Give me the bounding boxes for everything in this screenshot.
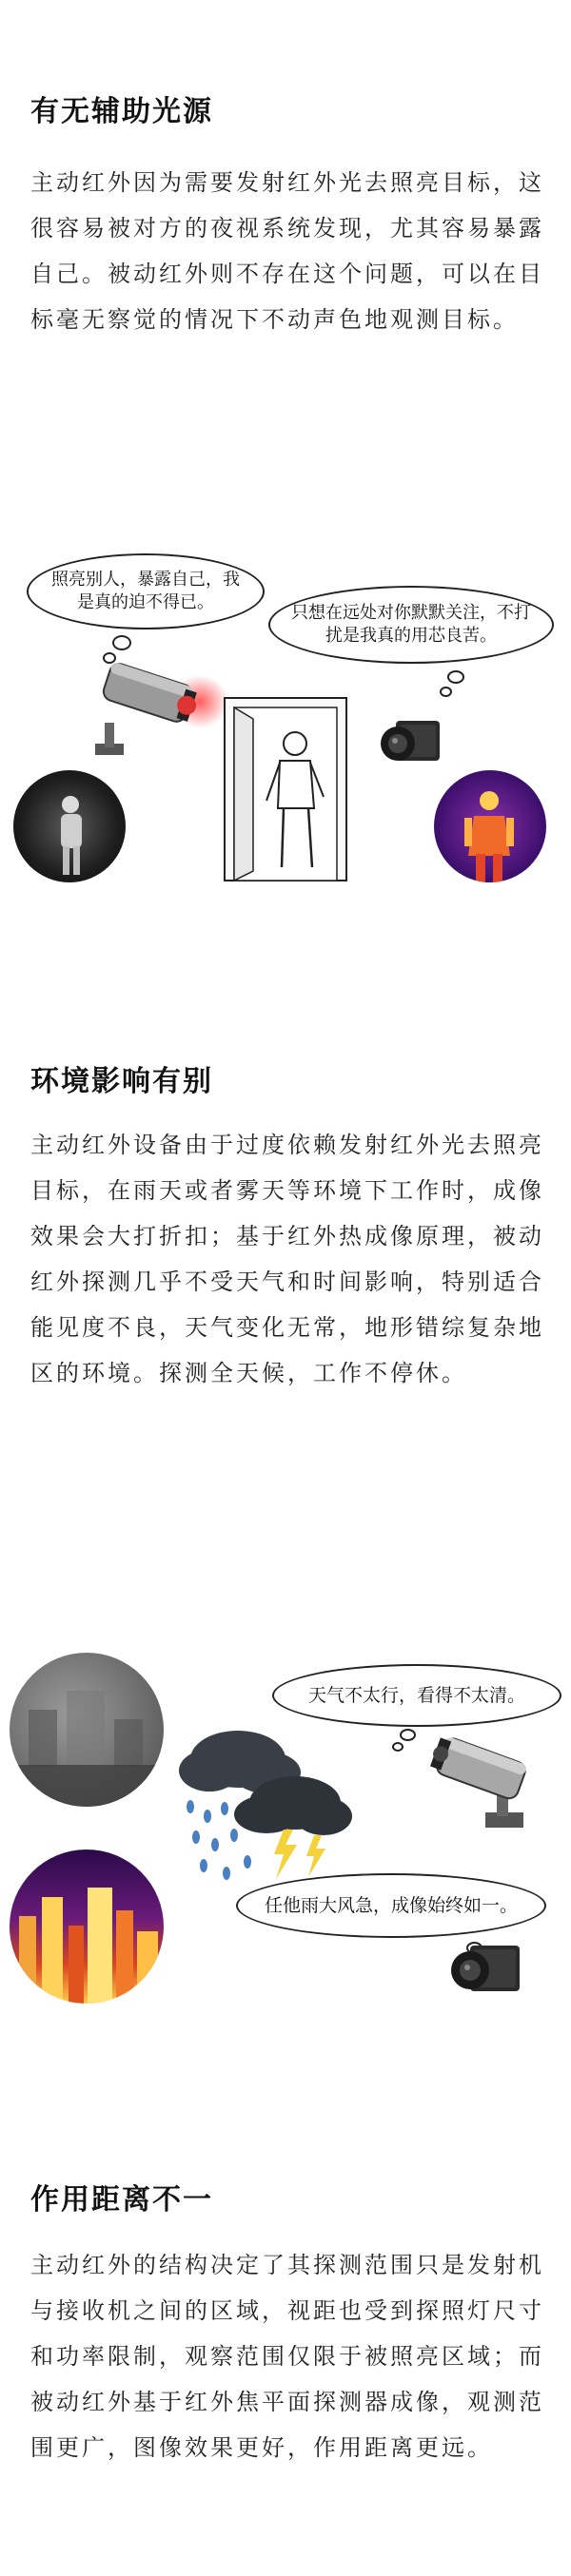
thermal-city-image (10, 1850, 164, 2004)
section-body-light-source: 主动红外因为需要发射红外光去照亮目标，这很容易被对方的夜视系统发现，尤其容易暴露自己。被动红外则不存在这个问题，可以在目标毫无察觉的情况下不动声色地观测目标。 (30, 169, 544, 333)
bubble-tail-dot (400, 1729, 416, 1741)
doorway-person-icon (221, 694, 354, 884)
bubble-tail-dot (392, 1742, 404, 1752)
thermal-person-image (434, 770, 546, 882)
bubble-tail-dot (112, 635, 131, 650)
rain-cloud-icon (171, 1712, 362, 1902)
section-body-range: 主动红外的结构决定了其探测范围只是发射机与接收机之间的区域，视距也受到探照灯尺寸和功率限制，观察范围仅限于被照亮区域；而被动红外基于红外焦平面探测器成像，观测范围更广，图像效果更好，作用距离更远。 (30, 2252, 544, 2461)
section-title-light-source: 有无辅助光源 (30, 95, 213, 128)
bubble-tail-dot (447, 670, 464, 684)
security-camera-icon (86, 656, 228, 761)
thermal-camera-icon (379, 715, 445, 774)
security-camera-icon (428, 1731, 542, 1835)
night-vision-image (13, 770, 126, 882)
section-title-range: 作用距离不一 (30, 2183, 213, 2217)
bubble-tail-dot (440, 687, 452, 697)
foggy-night-image (10, 1653, 164, 1807)
speech-bubble-all-weather: 任他雨大风急，成像始终如一。 (236, 1873, 546, 1938)
speech-bubble-weather: 天气不太行，看得不太清。 (272, 1664, 561, 1727)
section-title-environment: 环境影响有别 (30, 1065, 213, 1098)
illustration-light-source (0, 533, 571, 884)
illustration-environment (0, 1636, 571, 2006)
speech-bubble-passive: 只想在远处对你默默关注，不打扰是我真的用芯良苦。 (268, 586, 554, 664)
section-body-environment: 主动红外设备由于过度依赖发射红外光去照亮目标，在雨天或者雾天等环境下工作时，成像效果会大打折扣；基于红外热成像原理，被动红外探测几乎不受天气和时间影响，特别适合能见度不良，天气变化无常，地形错综复杂地区的环境。探测全天候，工作不停休。 (30, 1132, 544, 1386)
thermal-camera-icon (447, 1938, 523, 2005)
speech-bubble-active: 照亮别人，暴露自己，我是真的迫不得已。 (27, 553, 265, 629)
